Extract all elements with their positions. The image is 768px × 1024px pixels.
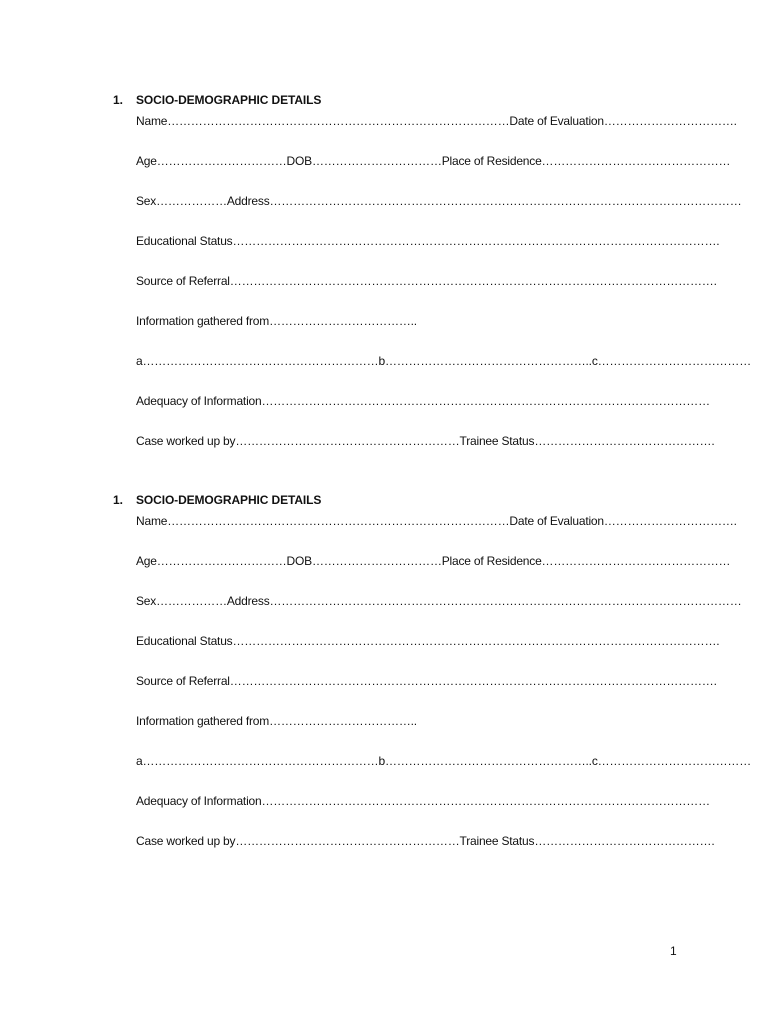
information-gathered-field: Information gathered from………………………………..	[136, 314, 417, 328]
adequacy-of-information-field: Adequacy of Information……………………………………………………………………………………………………	[136, 794, 710, 808]
name-date-field: Name……………………………………………………………………………Date of Evaluation…………………………….	[136, 114, 737, 128]
section-title: SOCIO-DEMOGRAPHIC DETAILS	[136, 93, 322, 107]
information-gathered-field: Information gathered from………………………………..	[136, 714, 417, 728]
educational-status-field: Educational Status…………………………………………………………………………………………………………….	[136, 234, 720, 248]
informants-abc-field: a……………………………………………………b……………………………………………..c…………………………………	[136, 754, 752, 768]
page-number: 1	[670, 944, 677, 958]
source-of-referral-field: Source of Referral…………………………………………………………………………………………………………….	[136, 274, 717, 288]
sex-address-field: Sex………………Address…………………………………………………………………………………………………………	[136, 594, 742, 608]
case-worked-up-by-field: Case worked up by…………………………………………………Trainee Status……………………………………….	[136, 834, 715, 848]
age-dob-residence-field: Age……………………………DOB……………………………Place of Residence…………………………………………	[136, 154, 731, 168]
section-number: 1.	[113, 493, 123, 507]
section-heading	[113, 93, 673, 109]
adequacy-of-information-field: Adequacy of Information……………………………………………………………………………………………………	[136, 394, 710, 408]
socio-demographic-section-2	[113, 493, 752, 849]
informants-abc-field: a……………………………………………………b……………………………………………..c…………………………………	[136, 354, 752, 368]
name-date-field: Name……………………………………………………………………………Date of Evaluation…………………………….	[136, 514, 737, 528]
age-dob-residence-field: Age……………………………DOB……………………………Place of Residence…………………………………………	[136, 554, 731, 568]
section-number: 1.	[113, 93, 123, 107]
socio-demographic-section-1	[113, 93, 752, 449]
form-fields	[136, 113, 752, 449]
educational-status-field: Educational Status…………………………………………………………………………………………………………….	[136, 634, 720, 648]
sex-address-field: Sex………………Address…………………………………………………………………………………………………………	[136, 194, 742, 208]
source-of-referral-field: Source of Referral…………………………………………………………………………………………………………….	[136, 674, 717, 688]
form-fields	[136, 513, 752, 849]
section-heading	[113, 493, 673, 509]
section-title: SOCIO-DEMOGRAPHIC DETAILS	[136, 493, 322, 507]
case-worked-up-by-field: Case worked up by…………………………………………………Trainee Status……………………………………….	[136, 434, 715, 448]
